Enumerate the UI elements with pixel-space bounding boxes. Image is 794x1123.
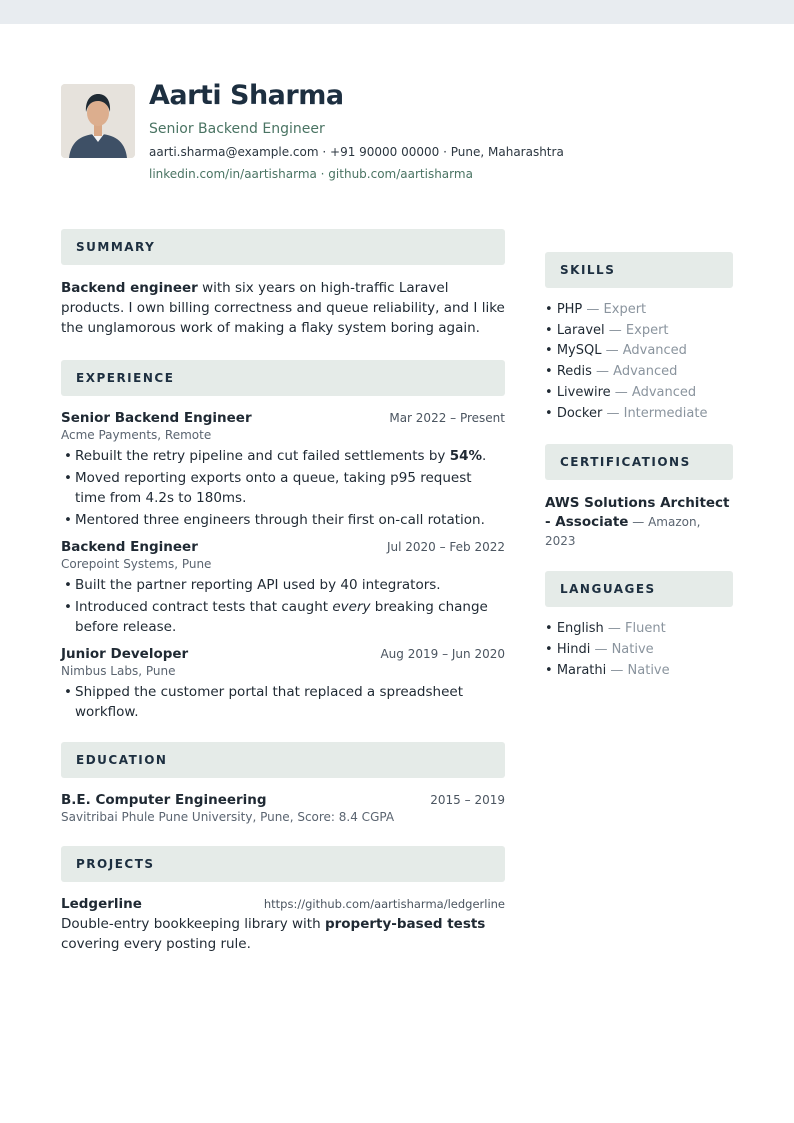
experience-heading: EXPERIENCE [61, 360, 505, 396]
project-description: Double-entry bookkeeping library with property-based tests covering every posting rule. [61, 916, 486, 952]
bullet-item: • Built the partner reporting API used by 40 integrators. [61, 575, 505, 595]
job-title: Senior Backend Engineer [61, 410, 252, 426]
job-bullets [61, 682, 505, 722]
job-entry [61, 646, 505, 722]
education-entry [61, 792, 505, 824]
job-entry [61, 410, 505, 530]
job-org: Acme Payments, Remote [61, 428, 212, 442]
job-dates: Jul 2020 – Feb 2022 [386, 540, 505, 554]
skill-item: • MySQL — Advanced [545, 341, 733, 362]
skill-item: • PHP — Expert [545, 300, 733, 321]
project-name: Ledgerline [61, 896, 142, 912]
bullet-item: • Introduced contract tests that caught every breaking change before release. [61, 597, 505, 637]
project-url[interactable]: https://github.com/aartisharma/ledgerline [263, 897, 505, 911]
candidate-role: Senior Backend Engineer [149, 121, 325, 137]
language-item: • English — Fluent [545, 619, 733, 640]
bullet-item: • Mentored three engineers through their first on-call rotation. [61, 510, 505, 530]
degree-years: 2015 – 2019 [430, 793, 505, 807]
profile-links[interactable]: linkedin.com/in/aartisharma · github.com/aartisharma [149, 167, 473, 181]
project-entry [61, 896, 505, 954]
degree-detail: Savitribai Phule Pune University, Pune, Score: 8.4 CGPA [61, 810, 395, 824]
job-org: Corepoint Systems, Pune [61, 557, 212, 571]
language-item: • Hindi — Native [545, 640, 733, 661]
job-entry [61, 539, 505, 637]
candidate-name: Aarti Sharma [149, 80, 344, 111]
certifications-heading: CERTIFICATIONS [545, 444, 733, 480]
bullet-item: • Rebuilt the retry pipeline and cut failed settlements by 54%. [61, 446, 505, 466]
skill-item: • Livewire — Advanced [545, 383, 733, 404]
certification-entry: AWS Solutions Architect - Associate — Amazon, 2023 [545, 495, 730, 549]
languages-list [545, 619, 733, 681]
languages-heading: LANGUAGES [545, 571, 733, 607]
summary-body: with six years on high-traffic Laravel products. I own billing correctness and queue reliability, and I like the unglamorous work of making a flaky system boring again. [61, 280, 505, 336]
projects-heading: PROJECTS [61, 846, 505, 882]
job-bullets [61, 446, 505, 530]
skills-heading: SKILLS [545, 252, 733, 288]
job-dates: Aug 2019 – Jun 2020 [380, 647, 505, 661]
summary-text [61, 278, 505, 338]
side-column [545, 252, 733, 681]
skill-item: • Redis — Advanced [545, 362, 733, 383]
language-item: • Marathi — Native [545, 661, 733, 682]
person-avatar-icon [61, 84, 135, 158]
main-column [61, 229, 505, 954]
job-title: Backend Engineer [61, 539, 198, 555]
skills-list [545, 300, 733, 424]
summary-lead: Backend engineer [61, 280, 198, 296]
skill-item: • Docker — Intermediate [545, 404, 733, 425]
job-bullets [61, 575, 505, 637]
resume-page [0, 24, 794, 1123]
bullet-item: • Moved reporting exports onto a queue, taking p95 request time from 4.2s to 180ms. [61, 468, 505, 508]
job-org: Nimbus Labs, Pune [61, 664, 176, 678]
contact-line: aarti.sharma@example.com · +91 90000 00000 · Pune, Maharashtra [149, 145, 564, 159]
job-dates: Mar 2022 – Present [389, 411, 505, 425]
education-heading: EDUCATION [61, 742, 505, 778]
skill-item: • Laravel — Expert [545, 321, 733, 342]
degree-title: B.E. Computer Engineering [61, 792, 267, 808]
summary-heading: SUMMARY [61, 229, 505, 265]
bullet-item: • Shipped the customer portal that replaced a spreadsheet workflow. [61, 682, 505, 722]
job-title: Junior Developer [61, 646, 189, 662]
